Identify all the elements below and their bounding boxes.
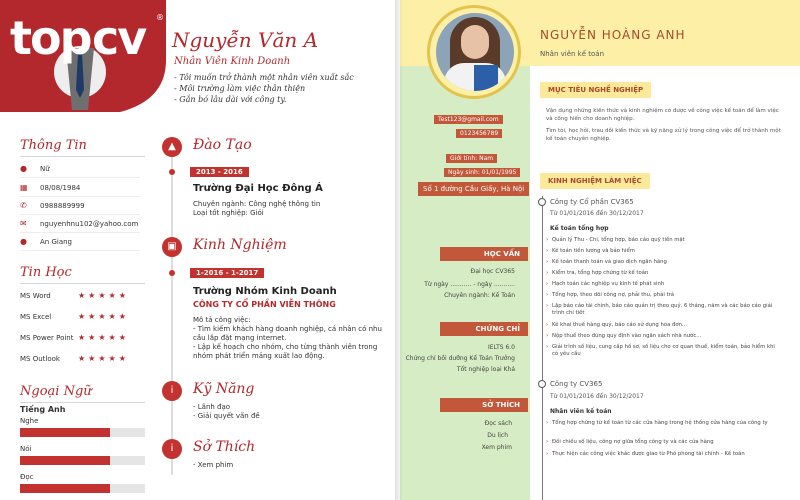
gender-tag: Giới tính: Nam <box>446 154 497 163</box>
certificate-item: IELTS 6.0 <box>488 344 515 351</box>
job-role: Nhân viên kế toán <box>550 408 612 415</box>
timeline-node <box>538 380 546 388</box>
education-date: 2013 - 2016 <box>190 167 249 177</box>
dob-tag: Ngày sinh: 01/01/1995 <box>444 168 520 177</box>
company-name: CÔNG TY CỔ PHẦN VIỄN THÔNG <box>193 300 336 309</box>
lang-skill-label: Nghe <box>20 417 39 425</box>
skills-heading: Kỹ Năng <box>193 381 255 397</box>
job-period: Từ 01/01/2016 đến 30/12/2017 <box>550 210 644 217</box>
listening-bar <box>20 428 145 437</box>
objective-item: Vận dụng những kiến thức và kinh nghiệm có được về công việc kế toán để làm việc và cống hiến cho doanh nghiệp. <box>546 108 779 122</box>
school-name: Đại học CV365 <box>470 268 515 275</box>
phone-icon: ✆ <box>20 201 27 210</box>
job-task: › Tổng hợp, theo dõi công nợ, phải thu, phải trả <box>552 292 782 299</box>
job-task: › Đối chiếu số liệu, công nợ giữa tổng công ty và các cửa hàng <box>552 439 782 446</box>
speaking-bar <box>20 456 145 465</box>
job-task: › Thực hiện các công việc khác được giao từ Phó phòng tài chính - Kế toán <box>552 451 782 458</box>
experience-date: 1-2016 - 1-2017 <box>190 268 264 278</box>
skill-ms-excel: MS Excel ★★★★★ <box>20 312 129 321</box>
page-shadow <box>395 0 403 500</box>
job-description-line: - Lập kế hoạch cho nhóm, cho từng thành viên trong nhóm phát triển mảng xuất lao động. <box>193 343 378 360</box>
candidate-title: Nhân viên kế toán <box>540 50 605 58</box>
grade: Loại tốt nghiệp: Giỏi <box>193 209 264 217</box>
timeline-node <box>538 198 546 206</box>
calendar-icon: ▦ <box>20 183 28 192</box>
skill-item: - Lãnh đạo <box>193 403 231 411</box>
timeline-dot <box>169 270 175 276</box>
objective-item: Tìm tòi, học hỏi, trau dồi kiến thức và kỹ năng xử lý trong công việc để trở thành một kế toán chuyên nghiệp. <box>546 128 781 142</box>
rating-stars: ★★★★★ <box>78 333 129 342</box>
job-task: › Nộp thuế theo đúng quy định vào ngân sách nhà nước... <box>552 333 782 340</box>
rating-stars: ★★★★★ <box>78 354 129 363</box>
job-task: › Kê toán tiền lương và bảo hiểm <box>552 248 782 255</box>
info-gender: ● Nữ <box>20 164 140 178</box>
skill-ms-word: MS Word ★★★★★ <box>20 291 129 300</box>
job-company: Công ty CV365 <box>550 380 603 388</box>
education-heading: Đào Tạo <box>193 137 252 153</box>
info-icon: i <box>162 439 182 459</box>
timeline-line <box>542 196 543 500</box>
goal-line: - Gắn bó lâu dài với công ty. <box>174 95 287 104</box>
job-task: › Tổng hợp chứng từ kế toán từ các cửa hàng trong hệ thống cửa hàng của công ty <box>552 420 782 427</box>
education-tab: HỌC VẤN <box>440 247 528 261</box>
hobby-item: Du lịch <box>487 432 508 439</box>
goal-line: - Tôi muốn trở thành một nhân viên xuất sắc <box>174 73 354 82</box>
graduation-icon: ▲ <box>162 137 182 157</box>
major: Chuyên ngành: Công nghệ thông tin <box>193 200 321 208</box>
person-icon: ● <box>20 164 27 173</box>
avatar <box>436 13 514 91</box>
rating-stars: ★★★★★ <box>78 291 129 300</box>
address-tag: Số 1 đường Cầu Giấy, Hà Nội <box>418 182 529 196</box>
experience-heading: Kinh Nghiệm <box>193 237 287 253</box>
hobbies-tab: SỞ THÍCH <box>440 398 528 412</box>
lang-skill-label: Đọc <box>20 473 34 481</box>
job-company: Công ty Cổ phần CV365 <box>550 198 634 206</box>
experience-heading: KINH NGHIỆM LÀM VIỆC <box>540 173 650 189</box>
briefcase-icon: ▣ <box>162 237 182 257</box>
svg-text:top: top <box>10 11 91 65</box>
lang-skill-label: Nói <box>20 445 32 453</box>
goal-line: - Môi trường làm việc thân thiện <box>174 84 306 93</box>
education-major: Chuyên ngành: Kế Toán <box>444 292 515 299</box>
timeline-line <box>171 145 173 475</box>
info-phone: ✆ 0988889999 <box>20 201 140 215</box>
candidate-title: Nhân Viên Kinh Doanh <box>174 56 291 67</box>
job-task: › Quản lý Thu - Chi, tổng hợp, báo cáo quỹ tiền mặt <box>552 237 782 244</box>
language-heading: Ngoại Ngữ <box>20 384 145 403</box>
hobby-item: Xem phim <box>481 444 512 451</box>
svg-text:cv: cv <box>92 11 146 65</box>
rating-stars: ★★★★★ <box>78 312 129 321</box>
skill-ms-outlook: MS Outlook ★★★★★ <box>20 354 129 363</box>
phone-tag: 0123456789 <box>456 129 502 138</box>
job-task: › Kê khai thuế hàng quý, báo cáo sử dụng hóa đơn... <box>552 322 782 329</box>
info-dob: ▦ 08/08/1984 <box>20 183 140 197</box>
education-period: Từ ngày ........... - ngày ........... <box>424 281 515 288</box>
email-tag: Test123@gmail.com <box>434 115 503 124</box>
career-goals <box>174 72 354 105</box>
school-name: Trường Đại Học Đông Á <box>193 183 323 194</box>
reading-bar <box>20 484 145 493</box>
info-location: ● An Giang <box>20 237 140 251</box>
job-description-title: Mô tả công việc: <box>193 316 251 324</box>
timeline-dot <box>169 169 175 175</box>
skill-ms-powerpoint: MS Power Point ★★★★★ <box>20 333 129 342</box>
job-role: Kế toán tổng hợp <box>550 225 609 232</box>
info-email: ✉ nguyenhnu102@yahoo.com <box>20 219 140 233</box>
job-description-line: - Tìm kiếm khách hàng doanh nghiệp, cá nhân có nhu cầu lắp đặt mạng internet. <box>193 325 382 342</box>
certificate-item: Chứng chỉ bồi dưỡng Kế Toán Trưởng <box>405 355 515 362</box>
hobbies-heading: Sở Thích <box>193 439 256 455</box>
hobby-item: - Xem phim <box>193 461 234 469</box>
candidate-name: Nguyễn Văn A <box>172 28 319 52</box>
certificate-item: Tốt nghiệp loại Khá <box>456 366 515 373</box>
job-task: › Kiểm tra, tổng hợp chứng từ kế toán <box>552 270 782 277</box>
job-period: Từ 01/01/2016 đến 30/12/2017 <box>550 393 644 400</box>
info-icon: i <box>162 381 182 401</box>
position-name: Trường Nhóm Kinh Doanh <box>193 286 337 297</box>
computing-heading: Tin Học <box>20 265 145 284</box>
cv-template-green[interactable] <box>400 0 800 500</box>
svg-text:®: ® <box>156 13 164 22</box>
email-icon: ✉ <box>20 219 27 228</box>
language-name: Tiếng Anh <box>20 405 66 414</box>
location-icon: ● <box>20 237 27 246</box>
certificates-tab: CHỨNG CHỈ <box>440 322 528 336</box>
candidate-name: NGUYỄN HOÀNG ANH <box>540 28 686 42</box>
skill-item: - Giải quyết vấn đề <box>193 412 260 420</box>
objective-heading: MỤC TIÊU NGHỀ NGHIỆP <box>540 82 651 98</box>
hobby-item: Đọc sách <box>484 420 512 427</box>
job-task: › Kế toán thanh toán và giao dịch ngân hàng <box>552 259 782 266</box>
job-task: › Lập báo cáo tài chính, báo cáo quản trị theo quý, 6 tháng, năm và các báo cáo giải trình chi tiết <box>552 303 782 317</box>
info-heading: Thông Tin <box>20 138 145 157</box>
topcv-logo <box>0 0 166 112</box>
job-task: › Hạch toán các nghiệp vụ kinh tế phát sinh <box>552 281 782 288</box>
job-task: › Giải trình số liệu, cung cấp hồ sơ, số liệu cho cơ quan thuế, kiểm toán, bảo hiểm khi có yêu cầu <box>552 344 782 358</box>
